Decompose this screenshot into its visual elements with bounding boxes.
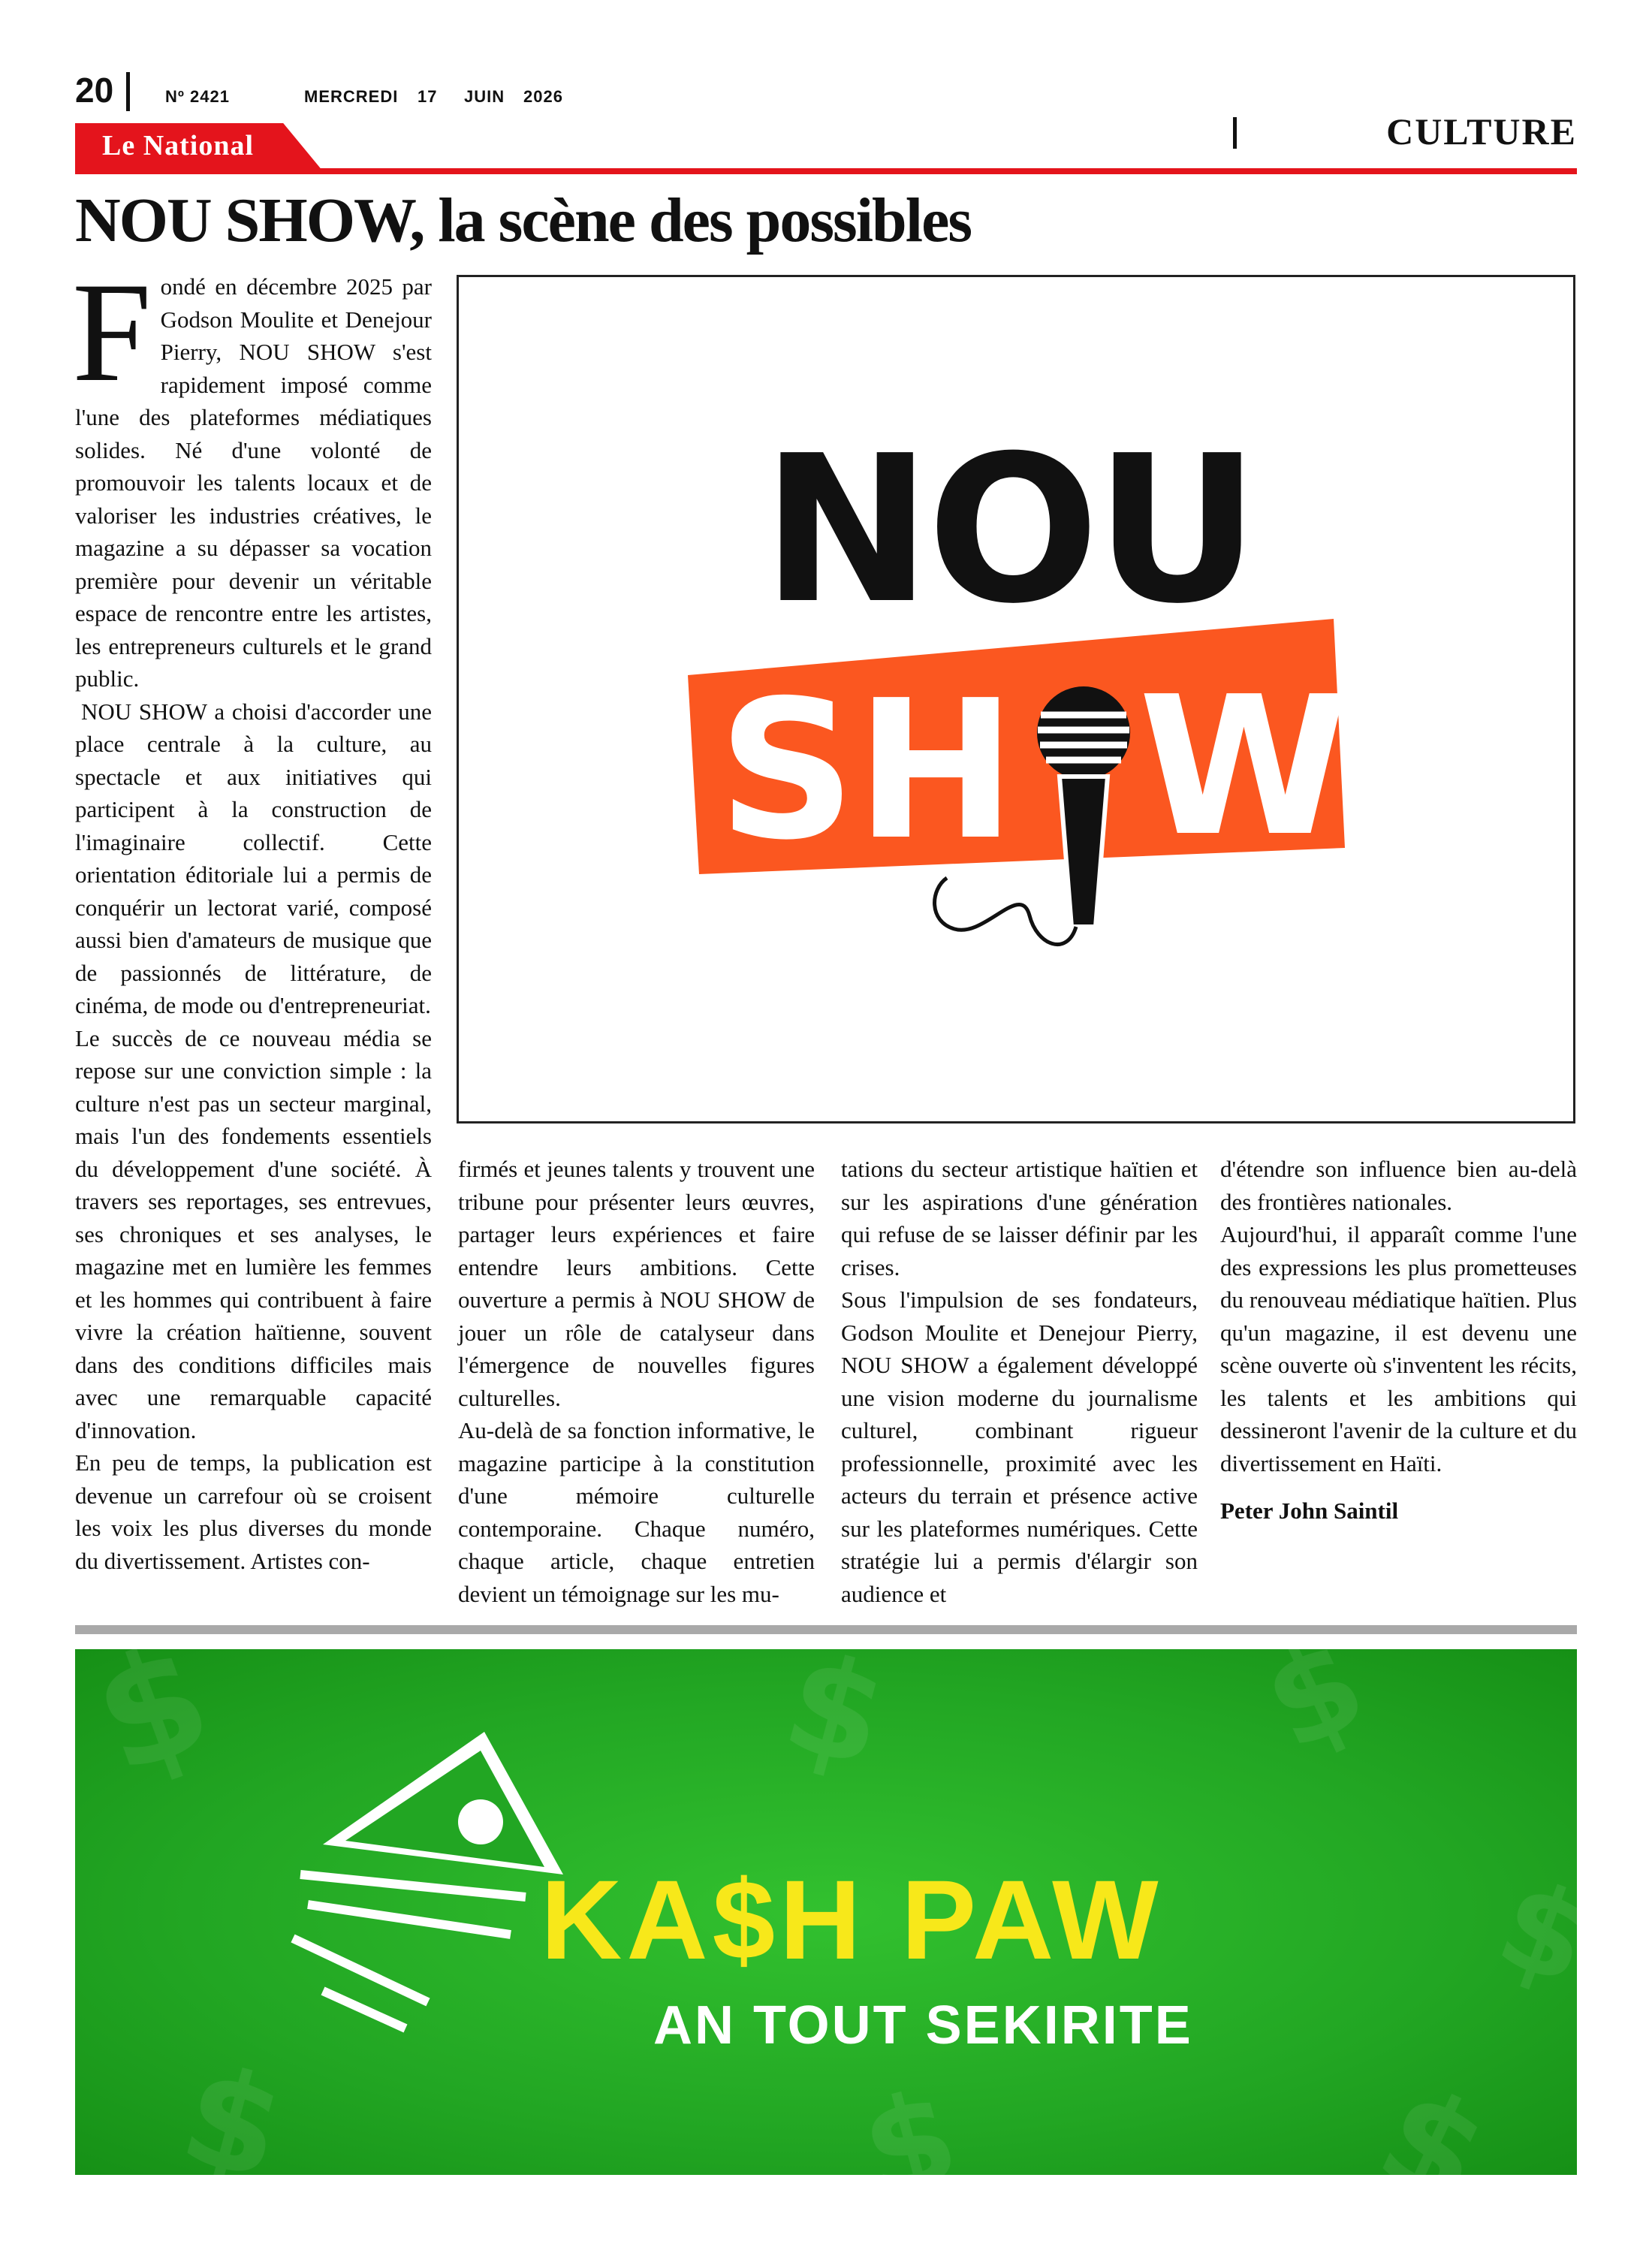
page-number: 20 [75, 71, 114, 110]
article-paragraph: En peu de temps, la publication est devenue un carrefour où se croisent les voix les plus diverses du monde du divertissement. Artistes con- [75, 1449, 432, 1574]
issue-weekday: MERCREDI [304, 87, 399, 106]
section-title: CULTURE [1386, 110, 1577, 152]
article-paragraph: Fondé en décembre 2025 par Godson Moulite et Denejour Pierry, NOU SHOW s'est rapidement imposé comme l'une des plateformes médiatiques solides. Né d'une volonté de promouvoir les talents locaux et de valoriser les industries créatives, le magazine a su dépasser sa vocation première pour devenir un véritable espace de rencontre entre les artistes, les entrepreneurs culturels et le grand public. [72, 254, 432, 692]
article-paragraph: Le succès de ce nouveau média se repose sur une conviction simple : la culture n'est pas un secteur marginal, mais l'un des fondements essentiels du développement d'une société. À travers ses reportages, ses entrevues, ses chroniques et ses analyses, le magazine met en lumière les femmes et les hommes qui contribuent à faire vivre la création haïtienne, souvent dans des conditions difficiles mais avec une remarquable capacité d'innovation. [75, 1024, 432, 1443]
article-column-2 [458, 1153, 815, 1610]
nou-show-logo [459, 277, 1573, 1121]
article-paragraph: firmés et jeunes talents y trouvent une tribune pour présenter leurs œuvres, partager leurs expériences et faire entendre leurs ambitions. Cette ouverture a permis à NOU SHOW de jouer un rôle de catalyseur dans l'émergence de nouvelles figures culturelles. [458, 1156, 815, 1411]
svg-text:$: $ [73, 1609, 231, 1809]
kash-paw-advertisement [73, 1608, 1608, 2239]
issue-month: JUIN [464, 87, 505, 106]
money-logo-icon [293, 1732, 563, 2028]
article-paragraph: tations du secteur artistique haïtien et sur les aspirations d'une génération qui refuse de se laisser définir par les crises. [841, 1156, 1198, 1280]
header-divider [126, 72, 130, 111]
issue-day: 17 [418, 87, 438, 106]
section-divider [1233, 117, 1237, 149]
logo-text-sh: SH [718, 659, 1017, 882]
article-paragraph: Aujourd'hui, il apparaît comme l'une des expressions les plus prometteuses du renouveau médiatique haïtien. Plus qu'un magazine, il est devenu une scène ouverte où s'inventent les récits, les talents et les ambitions qui dessineront l'avenir de la culture et du divertissement en Haïti. [1220, 1221, 1577, 1476]
svg-text:$: $ [1356, 2055, 1509, 2239]
article-byline: Peter John Saintil [1220, 1497, 1399, 1524]
money-logo-dot [458, 1799, 503, 1844]
article-photo [457, 275, 1575, 1123]
article-paragraph: NOU SHOW a choisi d'accorder une place centrale à la culture, au spectacle et aux initiatives qui participent à la construction de l'imaginaire collectif. Cette orientation éditoriale lui a permis de conquérir un lectorat varié, composé aussi bien d'amateurs de musique que de passionnés de littérature, de cinéma, de mode ou d'entrepreneuriat. [75, 698, 432, 1018]
issue-year: 2026 [523, 87, 563, 106]
article-paragraph: Sous l'impulsion de ses fondateurs, Godson Moulite et Denejour Pierry, NOU SHOW a également développé une vision moderne du journalisme culturel, combinant rigueur professionnelle, proximité avec les acteurs du terrain et présence active sur les plateformes numériques. Cette stratégie lui a permis d'élargir son audience et [841, 1286, 1198, 1607]
article-headline: NOU SHOW, la scène des possibles [75, 185, 972, 255]
article-paragraph: d'étendre son influence bien au-delà des frontières nationales. [1220, 1156, 1577, 1215]
drop-cap: F [72, 254, 152, 412]
svg-text:$: $ [167, 2035, 299, 2212]
header-rule [75, 168, 1577, 174]
article-paragraph: Au-delà de sa fonction informative, le magazine participe à la constitution d'une mémoire culturelle contemporaine. Chaque numéro, chaque article, chaque entretien devient un témoignage sur les mu- [458, 1417, 815, 1607]
article-column-4 [1220, 1153, 1577, 1528]
svg-text:$: $ [1481, 1851, 1608, 2013]
logo-text-nou: NOU [761, 412, 1256, 648]
article-column-3 [841, 1153, 1198, 1610]
svg-text:$: $ [1243, 1608, 1387, 1781]
logo-text-w: W [1138, 656, 1350, 879]
issue-number: Nº 2421 [165, 87, 230, 106]
ad-title: KA$H PAW [541, 1856, 1163, 1983]
newspaper-brand: Le National [102, 130, 255, 161]
ad-tagline: AN TOUT SEKIRITE [653, 1995, 1193, 2055]
svg-text:$: $ [848, 2061, 972, 2228]
svg-text:$: $ [770, 1622, 902, 1799]
article-column-1 [72, 254, 432, 1577]
